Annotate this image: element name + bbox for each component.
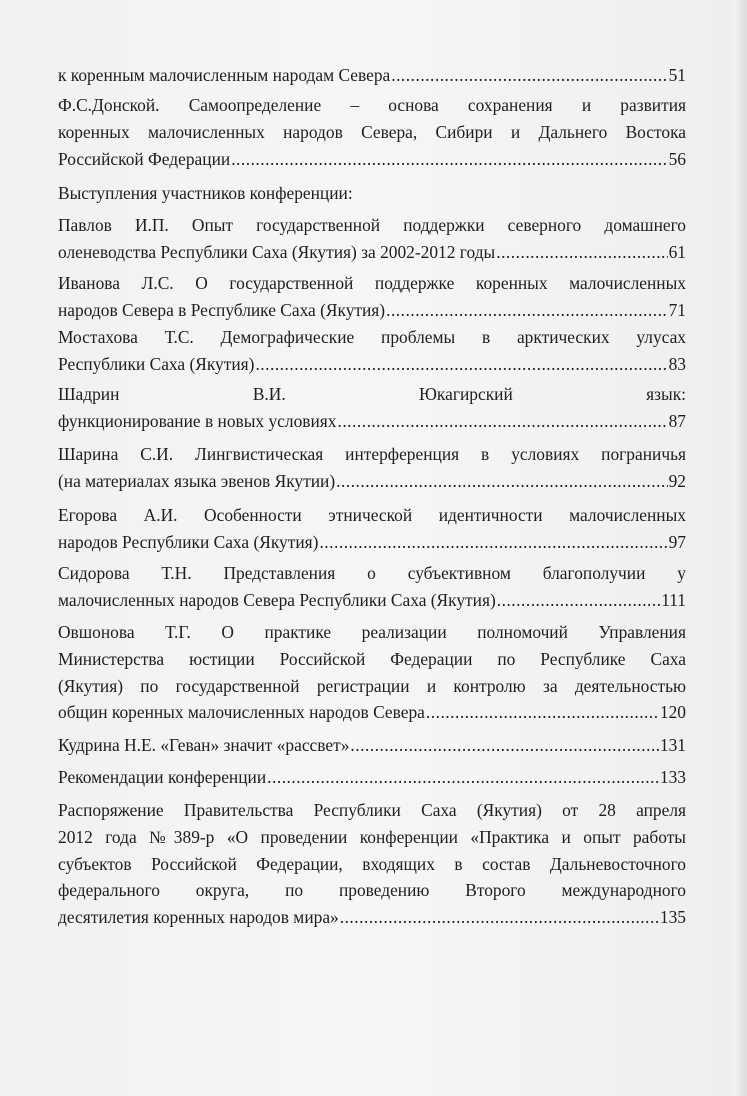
dot-leader	[497, 587, 660, 614]
dot-leader	[350, 732, 659, 759]
toc-entry	[58, 441, 686, 495]
toc-entry	[58, 732, 686, 759]
page-number: 133	[659, 767, 686, 787]
toc-entry-line: к коренным малочисленным народам Севера	[58, 65, 391, 85]
toc-entry-line: Министерства юстиции Российской Федерации по Республике Саха	[58, 648, 686, 669]
toc-entry-line: Рекомендации конференции	[58, 767, 267, 787]
dot-leader	[319, 529, 667, 556]
page-number: 51	[668, 65, 686, 85]
toc-entry	[58, 381, 686, 435]
dot-leader	[336, 468, 667, 495]
toc-entry-line: общин коренных малочисленных народов Севера	[58, 702, 425, 723]
dot-leader	[267, 764, 659, 791]
toc-entry-line: Иванова Л.С. О государственной поддержке коренных малочисленных	[58, 273, 686, 293]
toc-entry-line: народов Республики Саха (Якутия)	[58, 531, 319, 552]
toc-entry-line: Сидорова Т.Н. Представления о субъективном благополучии у	[58, 563, 686, 583]
toc-entry-line: Мостахова Т.С. Демографические проблемы в арктических улусах	[58, 327, 686, 347]
dot-leader	[255, 351, 667, 378]
page-number: 71	[668, 299, 686, 320]
dot-leader	[231, 146, 667, 173]
toc-entry-line: Распоряжение Правительства Республики Саха (Якутия) от 28 апреля	[58, 800, 686, 820]
toc-entry-line: субъектов Российской Федерации, входящих в состав Дальневосточного	[58, 853, 686, 874]
toc-entry	[58, 324, 686, 378]
toc-entry-last-line	[58, 297, 686, 324]
toc-entry	[58, 92, 686, 172]
toc-entry-line: функционирование в новых условиях	[58, 410, 337, 431]
dot-leader	[337, 408, 667, 435]
toc-entry-line: Российской Федерации	[58, 148, 231, 169]
page-number: 131	[659, 735, 686, 755]
dot-leader	[340, 904, 659, 931]
page-number: 92	[668, 470, 686, 491]
dot-leader	[426, 699, 659, 726]
toc-entry-last-line	[58, 62, 686, 89]
toc-entry-line: Республики Саха (Якутия)	[58, 353, 255, 374]
toc-entry-last-line	[58, 408, 686, 435]
toc-entry-line: народов Севера в Республике Саха (Якутия)	[58, 299, 386, 320]
toc-entry-last-line	[58, 764, 686, 791]
toc-heading-text: Выступления участников конференции:	[58, 183, 353, 203]
toc-entry-line: (на материалах языка эвенов Якутии)	[58, 470, 336, 491]
dot-leader	[391, 62, 667, 89]
toc-entry	[58, 560, 686, 614]
page-number: 111	[661, 589, 686, 610]
toc-entry-line: Ф.С.Донской. Самоопределение – основа сохранения и развития	[58, 95, 686, 115]
page-number: 97	[668, 531, 686, 552]
toc-entry-line: (Якутия) по государственной регистрации и контролю за деятельностью	[58, 675, 686, 696]
page-number: 83	[668, 353, 686, 374]
dot-leader	[386, 297, 668, 324]
toc-section-heading	[58, 180, 686, 207]
toc-entry-last-line	[58, 239, 686, 266]
toc-entry-line: Кудрина Н.Е. «Геван» значит «рассвет»	[58, 735, 350, 755]
toc-entry-line: десятилетия коренных народов мира»	[58, 907, 339, 928]
page-number: 87	[668, 410, 686, 431]
toc-entry-line: Егорова А.И. Особенности этнической идентичности малочисленных	[58, 505, 686, 525]
toc-entry-last-line	[58, 699, 686, 726]
toc-entry	[58, 212, 686, 266]
toc-entry	[58, 797, 686, 931]
dot-leader	[496, 239, 667, 266]
toc-entry-line: Павлов И.П. Опыт государственной поддержки северного домашнего	[58, 215, 686, 235]
toc-entry-line: оленеводства Республики Саха (Якутия) за 2002-2012 годы	[58, 241, 496, 262]
toc-entry-last-line	[58, 351, 686, 378]
toc-entry	[58, 764, 686, 791]
toc-entry-line: Шадрин В.И. Юкагирский язык:	[58, 384, 686, 404]
toc-entry-line: Овшонова Т.Г. О практике реализации полномочий Управления	[58, 622, 686, 642]
page-number: 135	[659, 907, 686, 928]
toc-entry-line: Шарина С.И. Лингвистическая интерференция в условиях пограничья	[58, 444, 686, 464]
page-number: 61	[668, 241, 686, 262]
toc-entry-line: 2012 года №389-р «О проведении конференции «Практика и опыт работы	[58, 826, 686, 847]
toc-entry-line: федерального округа, по проведению Второго международного	[58, 880, 686, 901]
toc-entry-last-line	[58, 904, 686, 931]
page-edge-shadow	[733, 0, 747, 1096]
toc-entry-line: малочисленных народов Севера Республики Саха (Якутия)	[58, 589, 496, 610]
page-number: 120	[659, 702, 686, 723]
toc-entry-last-line	[58, 468, 686, 495]
toc-entry	[58, 270, 686, 324]
toc-entry-last-line	[58, 587, 686, 614]
toc-entry	[58, 62, 686, 89]
toc-entry-line: коренных малочисленных народов Севера, Сибири и Дальнего Востока	[58, 121, 686, 142]
toc-entry-last-line	[58, 146, 686, 173]
toc-entry-last-line	[58, 529, 686, 556]
toc-entry	[58, 619, 686, 726]
toc-entry	[58, 502, 686, 556]
page-number: 56	[668, 148, 686, 169]
toc-entry-last-line	[58, 732, 686, 759]
